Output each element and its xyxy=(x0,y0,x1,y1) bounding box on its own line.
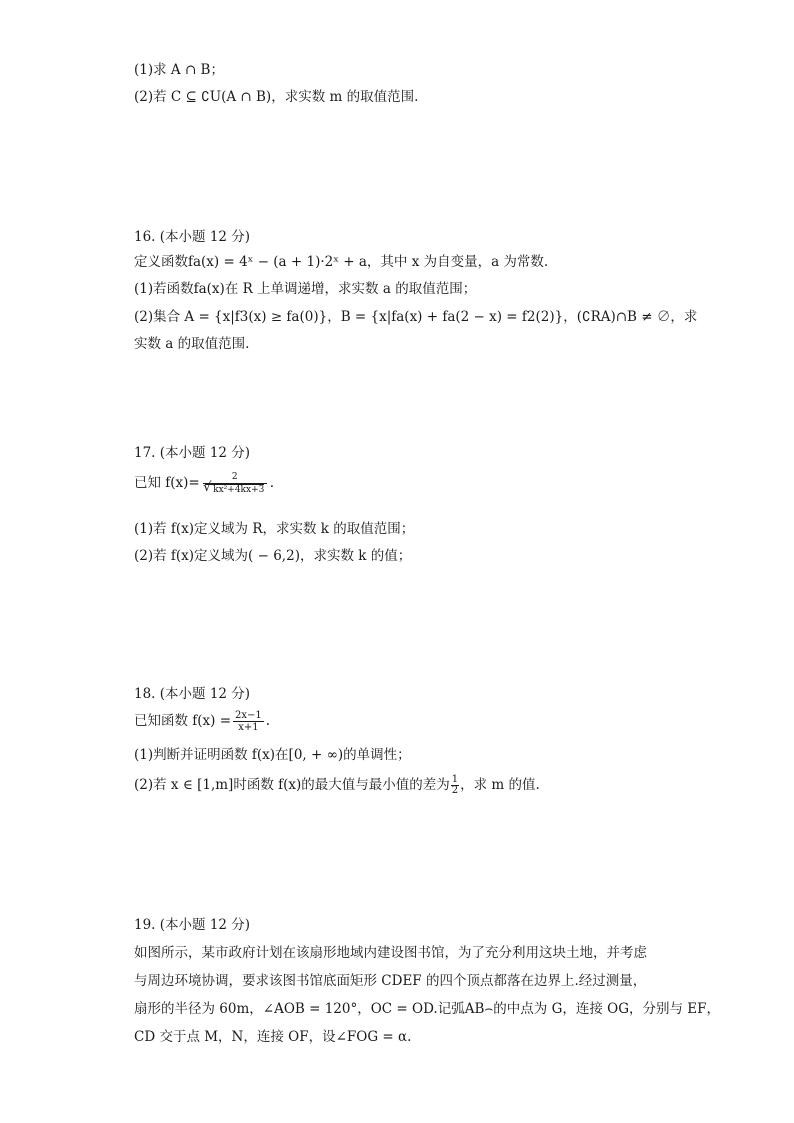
q18-part1: (1)判断并证明函数 f(x)在[0, + ∞)的单调性； xyxy=(134,747,411,763)
q17-header: 17. (本小题 12 分) xyxy=(134,445,251,461)
q18-frac-denominator: x+1 xyxy=(238,722,259,733)
q18-part2-fraction xyxy=(451,775,459,796)
q17-fraction xyxy=(203,472,267,496)
q18-fraction xyxy=(233,710,264,733)
q18-frac-numerator: 2x−1 xyxy=(235,710,262,721)
q18-header: 18. (本小题 12 分) xyxy=(134,686,251,702)
q18-part2-frac-numerator: 1 xyxy=(451,774,459,785)
q19-line3: 扇形的半径为 60m，∠AOB = 120°，OC = OD.记弧AB⌢的中点为 G，连接 OG，分别与 EF， xyxy=(134,1001,721,1017)
q17-definition xyxy=(134,470,274,496)
q18-part2-suffix: ，求 m 的值. xyxy=(460,777,540,793)
q17-part2: (2)若 f(x)定义域为( − 6,2)，求实数 k 的值； xyxy=(134,548,412,564)
q17-def-suffix: . xyxy=(269,475,275,491)
q19-line2: 与周边环境协调，要求该图书馆底面矩形 CDEF 的四个顶点都落在边界上.经过测量， xyxy=(134,973,647,989)
q16-header: 16. (本小题 12 分) xyxy=(134,229,251,245)
q18-part2-frac-denominator: 2 xyxy=(451,785,459,796)
q17-frac-denominator: √ kx²+4kx+3 xyxy=(205,484,264,496)
q15-part2: (2)若 C ⊆ ∁U(A ∩ B)，求实数 m 的取值范围. xyxy=(134,89,419,105)
q19-header: 19. (本小题 12 分) xyxy=(134,917,251,933)
q18-definition xyxy=(134,708,270,734)
q16-part2-line2: 实数 a 的取值范围. xyxy=(134,336,250,352)
q17-frac-numerator: 2 xyxy=(203,472,267,484)
q18-part2-prefix: (2)若 x ∈ [1,m]时函数 f(x)的最大值与最小值的差为 xyxy=(134,777,450,793)
q16-part1: (1)若函数fa(x)在 R 上单调递增，求实数 a 的取值范围； xyxy=(134,281,477,297)
q19-line4: CD 交于点 M，N，连接 OF，设∠FOG = α. xyxy=(134,1029,412,1045)
q15-part1: (1)求 A ∩ B； xyxy=(134,62,224,78)
q16-part2-line1: (2)集合 A = {x|f3(x) ≥ fa(0)}，B = {x|fa(x) + fa(2 − x) = f2(2)}，(∁RA)∩B ≠ ∅，求 xyxy=(134,309,698,325)
q19-line1: 如图所示，某市政府计划在该扇形地域内建设图书馆，为了充分利用这块土地，并考虑 xyxy=(134,945,647,961)
q18-def-prefix: 已知函数 f(x) = xyxy=(134,713,232,729)
q17-part1: (1)若 f(x)定义域为 R，求实数 k 的取值范围； xyxy=(134,521,415,537)
q16-definition: 定义函数fa(x) = 4ˣ − (a + 1)·2ˣ + a，其中 x 为自变量，a 为常数. xyxy=(134,254,549,270)
q18-part2 xyxy=(134,772,540,798)
q18-def-suffix: . xyxy=(265,713,271,729)
q17-def-prefix: 已知 f(x)= xyxy=(134,475,200,491)
